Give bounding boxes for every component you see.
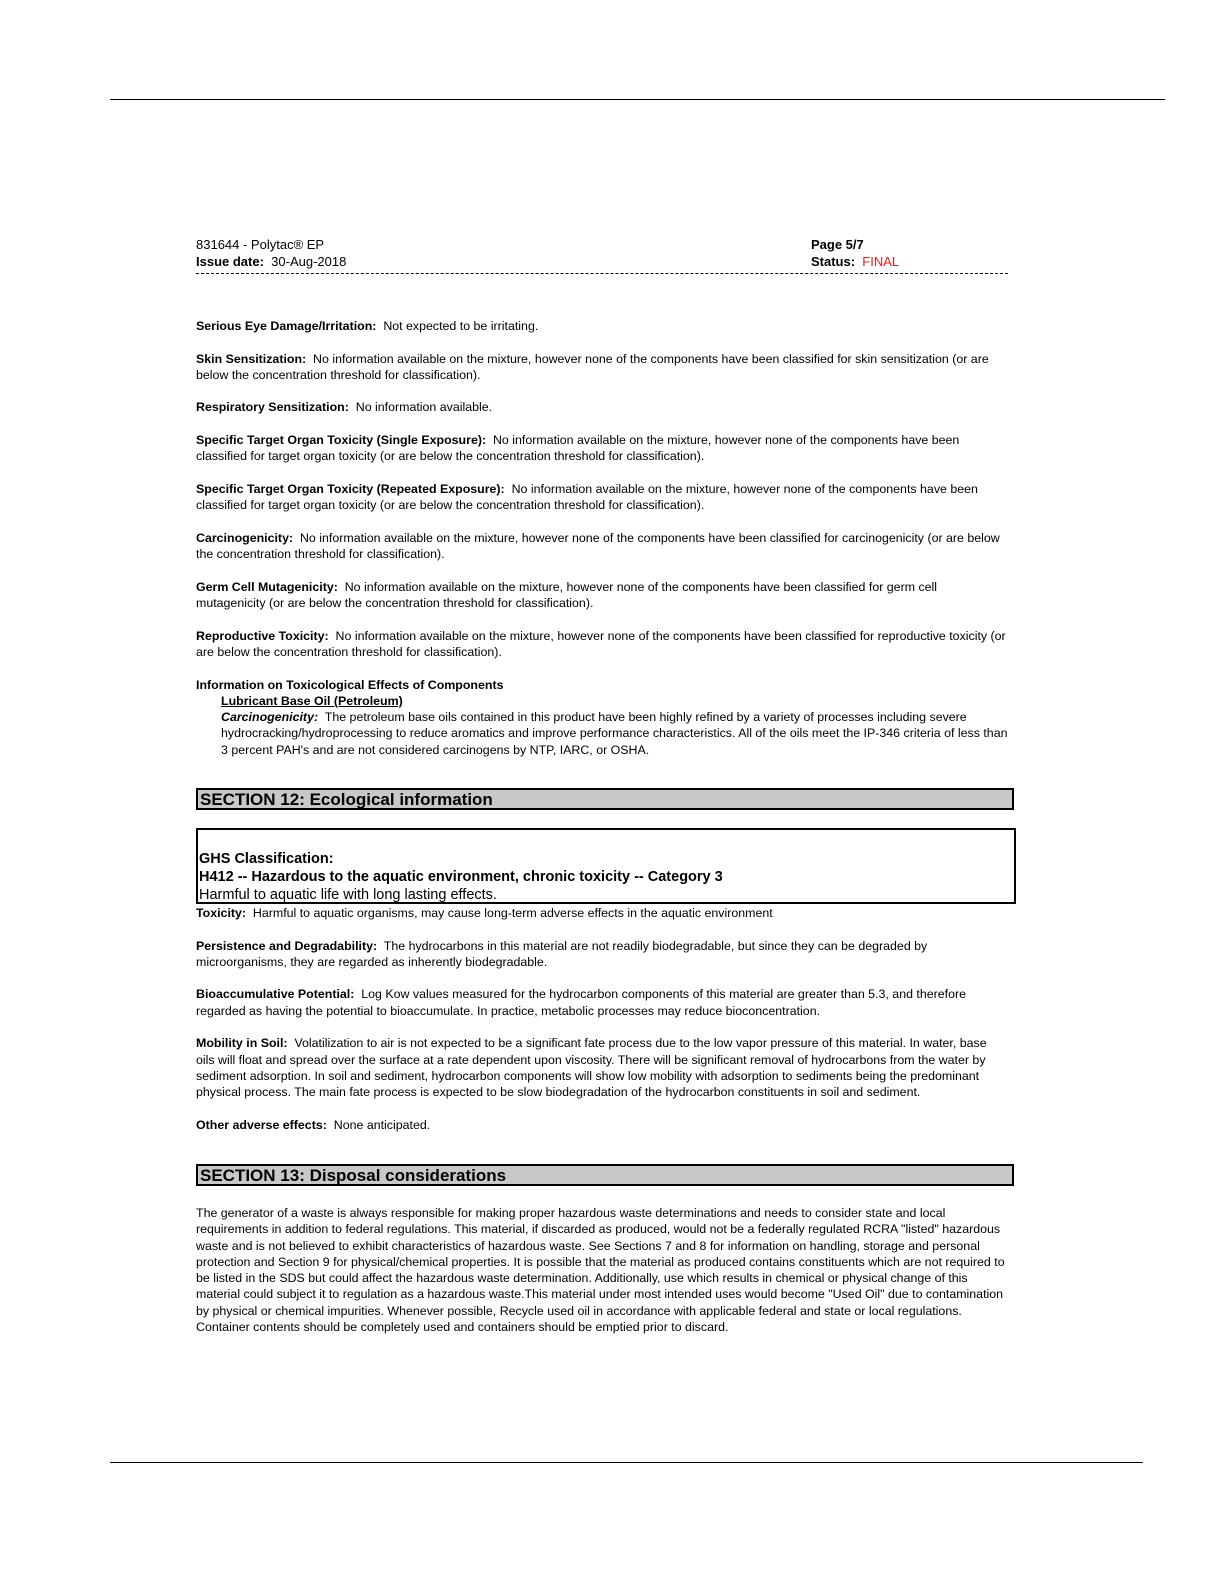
eco-item-bioaccumulative	[196, 986, 1008, 1019]
tox-text: No information available on the mixture, however none of the components have been classified for reproductive toxicity (or are below the concentration threshold for classification).	[196, 628, 1006, 659]
component-effects	[196, 677, 1008, 758]
component-text: The petroleum base oils contained in this product have been highly refined by a variety of processes including severe hydrocracking/hydroprocessing to reduce aromatics and improve performance characteristics. All of the oils meet the IP-346 criteria of less than 3 percent PAH's and are not considered carcinogens by NTP, IARC, or OSHA.	[221, 710, 1008, 757]
top-rule	[110, 99, 1165, 100]
tox-item-carcinogenicity	[196, 530, 1008, 563]
ghs-classification-box	[196, 828, 1016, 904]
tox-item-respiratory	[196, 399, 1008, 415]
eco-item-mobility	[196, 1035, 1008, 1100]
component-effects-heading: Information on Toxicological Effects of Components	[196, 677, 504, 692]
issue-date-value: 30-Aug-2018	[271, 254, 347, 269]
component-block	[221, 693, 1008, 758]
ecological-content	[196, 905, 1008, 1149]
eco-text: Volatilization to air is not expected to be a significant fate process due to the low vapor pressure of this material. In water, base oils will float and spread over the surface at a rate dependent upon viscosity. There will be significant removal of hydrocarbons from the water by sediment adsorption. In soil and sediment, hydrocarbon components will show low mobility with adsorption to sediments being the predominant physical process. The main fate process is expected to be slow biodegradation of the hydrocarbon constituents in soil and sediment.	[196, 1036, 987, 1100]
eco-label: Persistence and Degradability:	[196, 938, 378, 953]
tox-item-reproductive	[196, 628, 1008, 661]
eco-text: Harmful to aquatic organisms, may cause long-term adverse effects in the aquatic environment	[252, 906, 773, 920]
status	[811, 253, 899, 270]
tox-label: Serious Eye Damage/Irritation:	[196, 319, 377, 333]
eco-label: Toxicity:	[196, 906, 247, 920]
tox-item-eye	[196, 318, 1008, 334]
tox-text: No information available on the mixture, however none of the components have been classified for carcinogenicity (or are below the concentration threshold for classification).	[196, 530, 1000, 562]
tox-label: Respiratory Sensitization:	[196, 400, 349, 415]
product-line: 831644 - Polytac® EP	[196, 237, 325, 252]
tox-text: Not expected to be irritating.	[383, 319, 539, 333]
eco-text: None anticipated.	[333, 1117, 431, 1132]
header-left	[196, 236, 346, 270]
tox-label: Reproductive Toxicity:	[196, 628, 329, 643]
tox-label: Skin Sensitization:	[196, 351, 307, 366]
component-carcinogenicity	[221, 709, 1008, 758]
eco-text: Log Kow values measured for the hydrocarbon components of this material are greater than 5.3, and therefore regarded as having the potential to bioaccumulate. In practice, metabolic processes may reduce bioconcentration.	[196, 987, 967, 1018]
tox-item-skin	[196, 351, 1008, 384]
tox-item-stot-repeated	[196, 481, 1008, 514]
issue-date-label: Issue date:	[196, 254, 264, 269]
eco-item-toxicity	[196, 905, 1008, 921]
disposal-content	[196, 1205, 1008, 1352]
disposal-text: The generator of a waste is always responsible for making proper hazardous waste determinations and needs to consider state and local requirements in addition to federal regulations. This material, if discarded as produced, would not be a federally regulated RCRA "listed" hazardous waste and is not believed to exhibit characteristics of hazardous waste. See Sections 7 and 8 for information on handling, storage and personal protection and Section 9 for physical/chemical properties. It is possible that the material as produced contains constituents which are not required to be listed in the SDS but could affect the hazardous waste determination. Additionally, use which results in chemical or physical change of this material could subject it to regulation as a hazardous waste.This material under most intended uses would become "Used Oil" due to contamination by physical or chemical impurities. Whenever possible, Recycle used oil in accordance with applicable federal and state or local regulations. Container contents should be completely used and containers should be emptied prior to discard.	[196, 1206, 1005, 1335]
tox-label: Specific Target Organ Toxicity (Repeated Exposure):	[196, 481, 505, 496]
tox-label: Carcinogenicity:	[196, 530, 294, 545]
component-label: Carcinogenicity:	[221, 710, 319, 725]
ghs-heading: GHS Classification:	[199, 851, 334, 867]
eco-item-persistence	[196, 938, 1008, 971]
tox-label: Specific Target Organ Toxicity (Single Exposure):	[196, 433, 487, 448]
tox-text: No information available.	[355, 400, 493, 415]
header-divider	[196, 273, 1008, 274]
tox-text: No information available on the mixture, however none of the components have been classified for germ cell mutagenicity (or are below the concentration threshold for classification).	[196, 579, 938, 611]
header-right	[811, 236, 899, 270]
tox-text: No information available on the mixture, however none of the components have been classified for target organ toxicity (or are below the concentration threshold for classification).	[196, 481, 978, 513]
ghs-hazard-code: H412 -- Hazardous to the aquatic environment, chronic toxicity -- Category 3	[199, 869, 723, 885]
ghs-hazard-statement: Harmful to aquatic life with long lasting effects.	[199, 887, 497, 903]
section-12-header: SECTION 12: Ecological information	[196, 788, 1014, 810]
tox-text: No information available on the mixture, however none of the components have been classified for skin sensitization (or are below the concentration threshold for classification).	[196, 351, 989, 382]
eco-text: The hydrocarbons in this material are not readily biodegradable, but since they can be degraded by microorganisms, they are regarded as inherently biodegradable.	[196, 938, 928, 969]
tox-item-stot-single	[196, 432, 1008, 465]
tox-item-germ-cell	[196, 579, 1008, 612]
bottom-rule	[110, 1462, 1143, 1463]
status-label: Status:	[811, 254, 856, 269]
section-13-header: SECTION 13: Disposal considerations	[196, 1164, 1014, 1186]
eco-label: Other adverse effects:	[196, 1117, 327, 1132]
eco-label: Bioaccumulative Potential:	[196, 987, 355, 1002]
issue-date	[196, 253, 346, 270]
page-number: Page 5/7	[811, 237, 864, 252]
status-value: FINAL	[862, 254, 900, 269]
tox-text: No information available on the mixture, however none of the components have been classified for target organ toxicity (or are below the concentration threshold for classification).	[196, 433, 960, 464]
eco-label: Mobility in Soil:	[196, 1036, 288, 1051]
tox-label: Germ Cell Mutagenicity:	[196, 579, 338, 594]
component-name: Lubricant Base Oil (Petroleum)	[221, 693, 403, 708]
eco-item-other	[196, 1117, 1008, 1133]
toxicology-content	[196, 318, 1008, 758]
